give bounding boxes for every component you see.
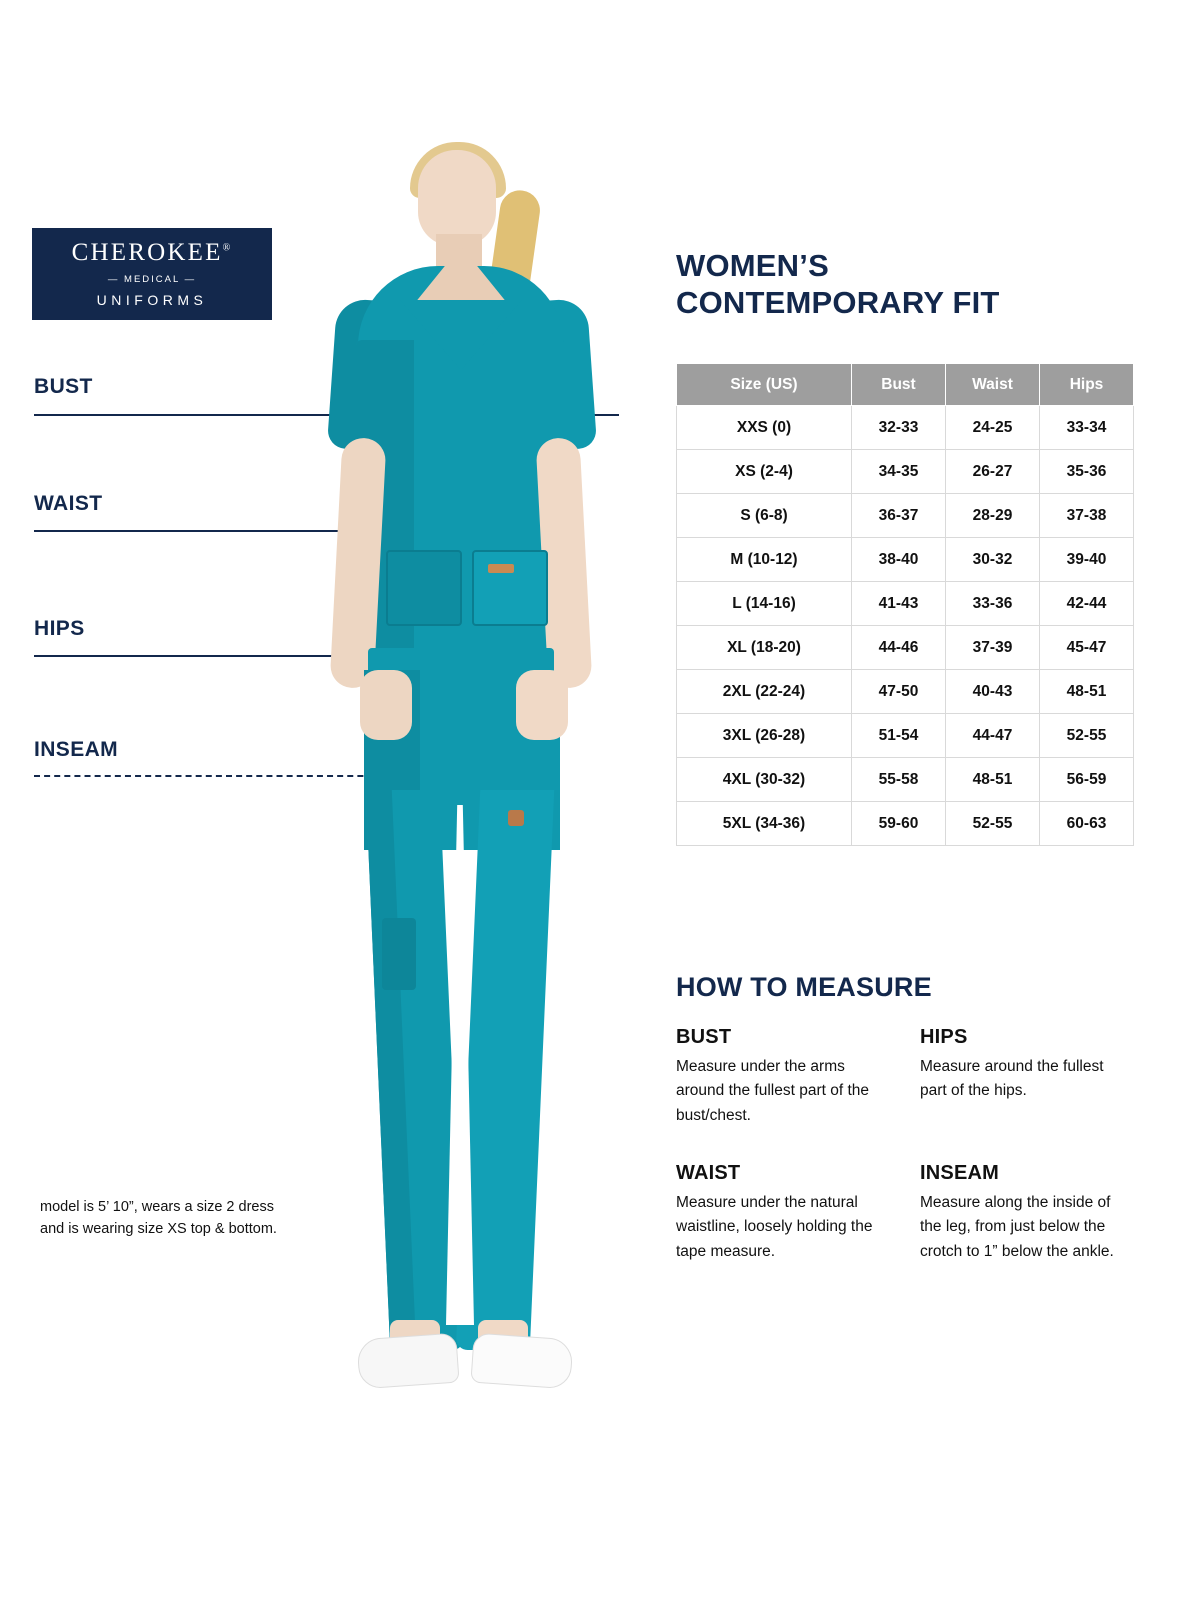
cell-waist: 28-29 (946, 494, 1040, 538)
table-row (677, 494, 1134, 538)
measure-heading-waist: WAIST (676, 1162, 741, 1184)
cell-bust: 59-60 (852, 802, 946, 846)
measure-text-waist: Measure under the natural waistline, loosely holding the tape measure. (676, 1194, 873, 1260)
cell-hips: 45-47 (1040, 626, 1134, 670)
cell-hips: 37-38 (1040, 494, 1134, 538)
cell-waist: 40-43 (946, 670, 1040, 714)
model-shoe-left (356, 1333, 459, 1390)
scrub-pant-cargo-pocket (382, 918, 416, 990)
model-illustration (250, 150, 670, 1410)
cell-bust: 38-40 (852, 538, 946, 582)
table-row (677, 670, 1134, 714)
cell-size: XXS (0) (677, 406, 852, 450)
cell-bust: 51-54 (852, 714, 946, 758)
size-table-header-row (677, 364, 1134, 406)
logo-uniforms-text: UNIFORMS (96, 292, 208, 308)
model-note: model is 5’ 10”, wears a size 2 dress and is wearing size XS top & bottom. (40, 1199, 277, 1238)
table-row (677, 582, 1134, 626)
size-table-head (677, 364, 1134, 406)
logo-brand-name (72, 240, 233, 265)
cell-size: M (10-12) (677, 538, 852, 582)
cell-size: 2XL (22-24) (677, 670, 852, 714)
table-row (677, 626, 1134, 670)
model-shoe-right (470, 1333, 573, 1390)
cell-hips: 33-34 (1040, 406, 1134, 450)
table-row (677, 802, 1134, 846)
table-row (677, 714, 1134, 758)
scrub-top-pocket-left (386, 550, 462, 626)
measure-heading-bust: BUST (676, 1026, 732, 1048)
cell-bust: 55-58 (852, 758, 946, 802)
cell-size: XS (2-4) (677, 450, 852, 494)
cell-waist: 24-25 (946, 406, 1040, 450)
col-header-bust: Bust (852, 364, 946, 406)
measure-heading-inseam: INSEAM (920, 1162, 999, 1184)
cell-size: 5XL (34-36) (677, 802, 852, 846)
page-title-line1: WOMEN’S (676, 248, 829, 283)
cell-hips: 60-63 (1040, 802, 1134, 846)
table-row (677, 406, 1134, 450)
measure-text-inseam: Measure along the inside of the leg, from just below the crotch to 1” below the ankle. (920, 1194, 1114, 1260)
measure-block-hips (920, 1026, 1130, 1104)
logo-brand-text: CHEROKEE (71, 239, 223, 266)
scrub-brand-tag (488, 564, 514, 573)
cell-waist: 48-51 (946, 758, 1040, 802)
cell-waist: 26-27 (946, 450, 1040, 494)
page-title-line2: CONTEMPORARY FIT (676, 284, 1000, 320)
right-column (676, 0, 1136, 1600)
cell-waist: 33-36 (946, 582, 1040, 626)
registered-mark: ® (222, 242, 233, 254)
col-header-hips: Hips (1040, 364, 1134, 406)
cell-hips: 56-59 (1040, 758, 1134, 802)
cell-bust: 44-46 (852, 626, 946, 670)
measure-text-bust: Measure under the arms around the fullest part of the bust/chest. (676, 1058, 870, 1124)
cell-bust: 32-33 (852, 406, 946, 450)
cell-bust: 47-50 (852, 670, 946, 714)
cell-size: XL (18-20) (677, 626, 852, 670)
cell-hips: 35-36 (1040, 450, 1134, 494)
size-table-body (677, 406, 1134, 846)
logo-medical-text: — MEDICAL — (107, 274, 197, 285)
cell-waist: 30-32 (946, 538, 1040, 582)
measure-text-hips: Measure around the fullest part of the hips. (920, 1058, 1104, 1100)
col-header-waist: Waist (946, 364, 1040, 406)
label-hips: HIPS (34, 617, 85, 640)
cell-size: 3XL (26-28) (677, 714, 852, 758)
page-title (676, 248, 1136, 321)
cell-bust: 34-35 (852, 450, 946, 494)
cell-waist: 52-55 (946, 802, 1040, 846)
scrub-pant-tag (508, 810, 524, 826)
table-row (677, 538, 1134, 582)
cell-size: 4XL (30-32) (677, 758, 852, 802)
label-bust: BUST (34, 375, 93, 398)
model-head (418, 150, 496, 246)
cell-hips: 42-44 (1040, 582, 1134, 626)
cell-bust: 36-37 (852, 494, 946, 538)
label-inseam: INSEAM (34, 738, 119, 761)
cherokee-logo (32, 228, 272, 320)
model-hand-right (516, 670, 568, 740)
measure-block-inseam (920, 1162, 1130, 1264)
cell-bust: 41-43 (852, 582, 946, 626)
cell-size: L (14-16) (677, 582, 852, 626)
how-to-measure-title: HOW TO MEASURE (676, 972, 932, 1002)
model-hand-left (360, 670, 412, 740)
measure-heading-hips: HIPS (920, 1026, 968, 1048)
col-header-size: Size (US) (677, 364, 852, 406)
label-waist: WAIST (34, 492, 103, 515)
cell-waist: 37-39 (946, 626, 1040, 670)
cell-waist: 44-47 (946, 714, 1040, 758)
table-row (677, 450, 1134, 494)
cell-size: S (6-8) (677, 494, 852, 538)
size-table (676, 363, 1134, 846)
measure-block-waist (676, 1162, 886, 1264)
cell-hips: 52-55 (1040, 714, 1134, 758)
cell-hips: 48-51 (1040, 670, 1134, 714)
cell-hips: 39-40 (1040, 538, 1134, 582)
table-row (677, 758, 1134, 802)
scrub-top-pocket-right (472, 550, 548, 626)
measure-block-bust (676, 1026, 886, 1128)
